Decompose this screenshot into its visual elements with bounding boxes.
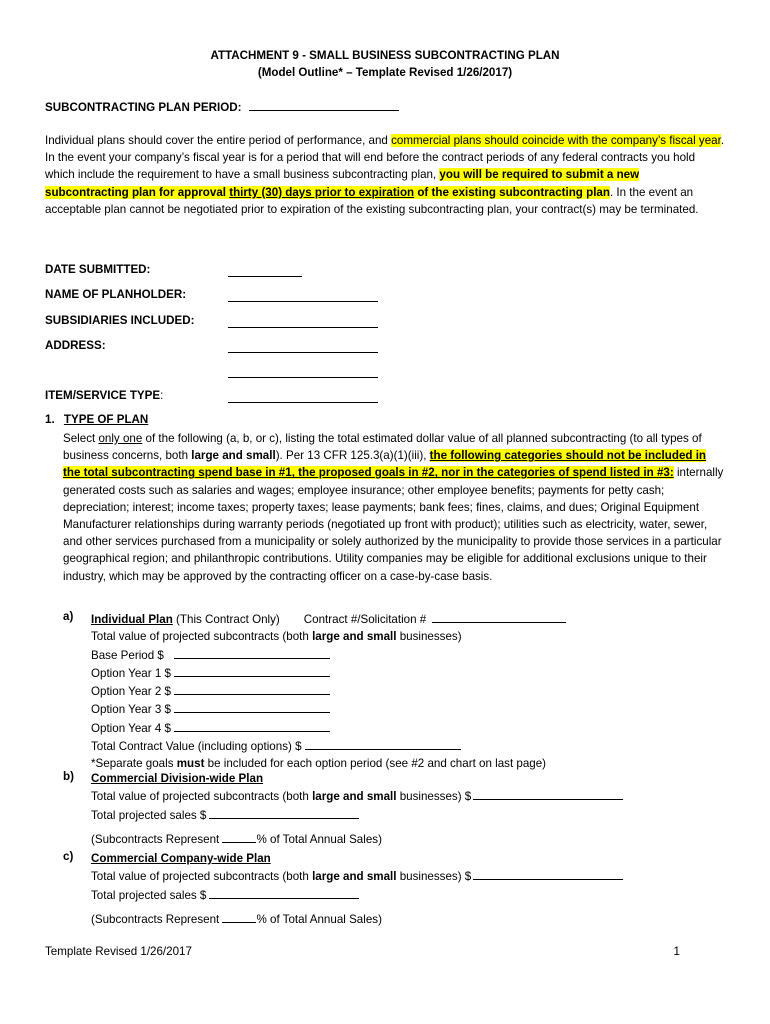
plan-b-title: Commercial Division-wide Plan bbox=[91, 772, 264, 785]
option-note: *Separate goals must be included for each option period (see #2 and chart on last page) bbox=[91, 757, 547, 771]
plan-c-percent-field[interactable] bbox=[222, 910, 256, 923]
document-title bbox=[45, 47, 725, 81]
title-line-2: (Model Outline* – Template Revised 1/26/2017) bbox=[257, 66, 513, 79]
option-year-4-field[interactable] bbox=[174, 719, 330, 732]
page-footer bbox=[45, 945, 725, 958]
intro-highlight-2: you will be required to submit a new subcontracting plan for approval thirty (30) days prior to expiration of the existing subcontracting plan bbox=[45, 168, 640, 199]
address-field-line-1[interactable] bbox=[228, 351, 378, 353]
plan-period-row bbox=[45, 98, 399, 114]
item-service-field[interactable] bbox=[228, 401, 378, 403]
option-year-3-field[interactable] bbox=[174, 700, 330, 713]
intro-text-3: . In the event an acceptable plan cannot be negotiated prior to expiration of the existing subcontracting plan, your contract(s) may be terminated. bbox=[45, 185, 699, 216]
address-label: ADDRESS: bbox=[45, 339, 106, 352]
item-service-row: ITEM/SERVICE TYPE: bbox=[45, 389, 164, 402]
plan-a-title: Individual Plan bbox=[91, 613, 173, 626]
option-year-1-field[interactable] bbox=[174, 664, 330, 677]
contract-number-field[interactable] bbox=[432, 610, 566, 623]
footer-revision: Template Revised 1/26/2017 bbox=[45, 945, 192, 958]
section-1-paragraph: Select only one of the following (a, b, or c), listing the total estimated dollar value of all planned subcontracting (to all types of business concerns, both large and small). Per 13 CFR 125.3(a)(1)(iii), the following categories should not be included in the total subcontracting spend base in #1, the proposed goals in #2, nor in the categories of spend listed in #3: internally generated costs such as salaries and wages; employee insurance; other employee benefits; payments for petty cash; depreciation; interest; income taxes; property taxes; lease payments; bank fees; fines, claims, and dues; Original Equipment Manufacturer relationships during warranty periods (negotiated up front with product); utilities such as electricity, water, sewer, and other services purchased from a municipality or solely authorized by the municipality to provide those services in a particular geographical region; and philanthropic contributions. Utility companies may be eligible for additional exclusions unique to their industry, which may be approved by the contracting officer on a case-by-case basis. bbox=[63, 432, 724, 583]
plan-c-total-sales-field[interactable] bbox=[209, 886, 359, 899]
address-field-line-2[interactable] bbox=[228, 376, 378, 378]
plan-c-total-value-field[interactable] bbox=[473, 867, 623, 880]
subsidiaries-field[interactable] bbox=[228, 326, 378, 328]
plan-b-total-value-field[interactable] bbox=[473, 787, 623, 800]
title-line-1: ATTACHMENT 9 - SMALL BUSINESS SUBCONTRACTING PLAN bbox=[210, 49, 560, 62]
planholder-label: NAME OF PLANHOLDER: bbox=[45, 288, 187, 301]
page-number: 1 bbox=[673, 945, 680, 958]
plan-period-label: SUBCONTRACTING PLAN PERIOD: bbox=[45, 101, 242, 114]
subsidiaries-label: SUBSIDIARIES INCLUDED: bbox=[45, 314, 195, 327]
exclusion-highlight: the following categories should not be included in the total subcontracting spend base in #1, the proposed goals in #2, nor in the categories of spend listed in #3: bbox=[63, 449, 706, 480]
base-period-field[interactable] bbox=[174, 646, 330, 659]
section-1-heading: 1. TYPE OF PLAN bbox=[45, 413, 149, 426]
date-submitted-field[interactable] bbox=[228, 275, 302, 277]
plan-b-total-sales-field[interactable] bbox=[209, 806, 359, 819]
document-page: ATTACHMENT 9 - SMALL BUSINESS SUBCONTRACTING PLAN (Model Outline* – Template Revised 1/26/2017) SUBCONTRACTING PLAN PERIOD: Individual plans should cover the entire period of performance, and commercial plans should coincide with the company’s fiscal year. In the event your company’s fiscal year is for a period that will end before the contract periods of any federal contracts you hold which include the requirement to have a small business subcontracting plan, you will be required to submit a new subcontracting plan for approval thirty (30) days prior to expiration of the existing subcontracting plan. In the event an acceptable plan cannot be negotiated prior to expiration of the existing subcontracting plan, your contract(s) may be terminated. DATE SUBMITTED: NAME OF PLANHOLDER: SUBSIDIARIES INCLUDED: ADDRESS: ITEM/SERVICE TYPE: 1. TYPE OF PLAN Select only one of the following (a, b, or c), listing the total estimated dollar value of all planned subcontracting (to all types of business concerns, both large and small). Per 13 CFR 125.3(a)(1)(iii), the following categories should not be included in the total subcontracting spend base in #1, the proposed goals in #2, nor in the categories of spend listed in #3: internally generated costs such as salaries and wages; employee insurance; other employee benefits; payments for petty cash; depreciation; interest; income taxes; property taxes; lease payments; bank fees; fines, claims, and dues; Original Equipment Manufacturer relationships during warranty periods (negotiated up front with product); utilities such as electricity, water, sewer, and other services purchased from a municipality or solely authorized by the municipality to provide those services in a particular geographical region; and philanthropic contributions. Utility companies may be eligible for additional exclusions unique to their industry, which may be approved by the contracting officer on a case-by-case basis. a) Individual Plan (This Contract Only) Contract #/Solicitation # Total value of projected subcontracts (both large and small businesses) Base Period $ Option Year 1 $ Option Year 2 $ Option Year 3 $ Option Year 4 $ Total Contract Value (including options) $ *Separate goals must be included for each option period (see #2 and chart on last page) b) Commercial Division-wide Plan Total value of projected subcontracts (both large and small businesses) $ Total projected sales $ (Subcontracts Represent % of Total Annual Sales) c) Commercial Company-wide Plan Total value of projected subcontracts (both large and small businesses) $ Total projected sales $ (Subcontracts Represent % of Total Annual Sales) Template Revised 1/26/2017 1 bbox=[45, 49, 725, 958]
plan-c-title: Commercial Company-wide Plan bbox=[91, 852, 271, 865]
intro-paragraph bbox=[45, 132, 725, 218]
intro-text-2: . In the event your company’s fiscal year is for a period that will end before the contract periods of any federal contracts you hold which include the requirement to have a small business subcontracting plan, bbox=[45, 134, 725, 182]
item-service-label: ITEM/SERVICE TYPE bbox=[45, 389, 161, 402]
total-contract-value-field[interactable] bbox=[305, 737, 461, 750]
date-submitted-label: DATE SUBMITTED: bbox=[45, 263, 151, 276]
option-year-2-field[interactable] bbox=[174, 682, 330, 695]
plan-period-field[interactable] bbox=[249, 98, 399, 111]
intro-highlight-1: commercial plans should coincide with the company’s fiscal year bbox=[391, 134, 721, 147]
plan-a-title-row: Individual Plan (This Contract Only) Contract #/Solicitation # bbox=[91, 610, 711, 628]
intro-text-1: Individual plans should cover the entire period of performance, and bbox=[45, 134, 392, 147]
plan-b-percent-field[interactable] bbox=[222, 830, 256, 843]
planholder-field[interactable] bbox=[228, 300, 378, 302]
